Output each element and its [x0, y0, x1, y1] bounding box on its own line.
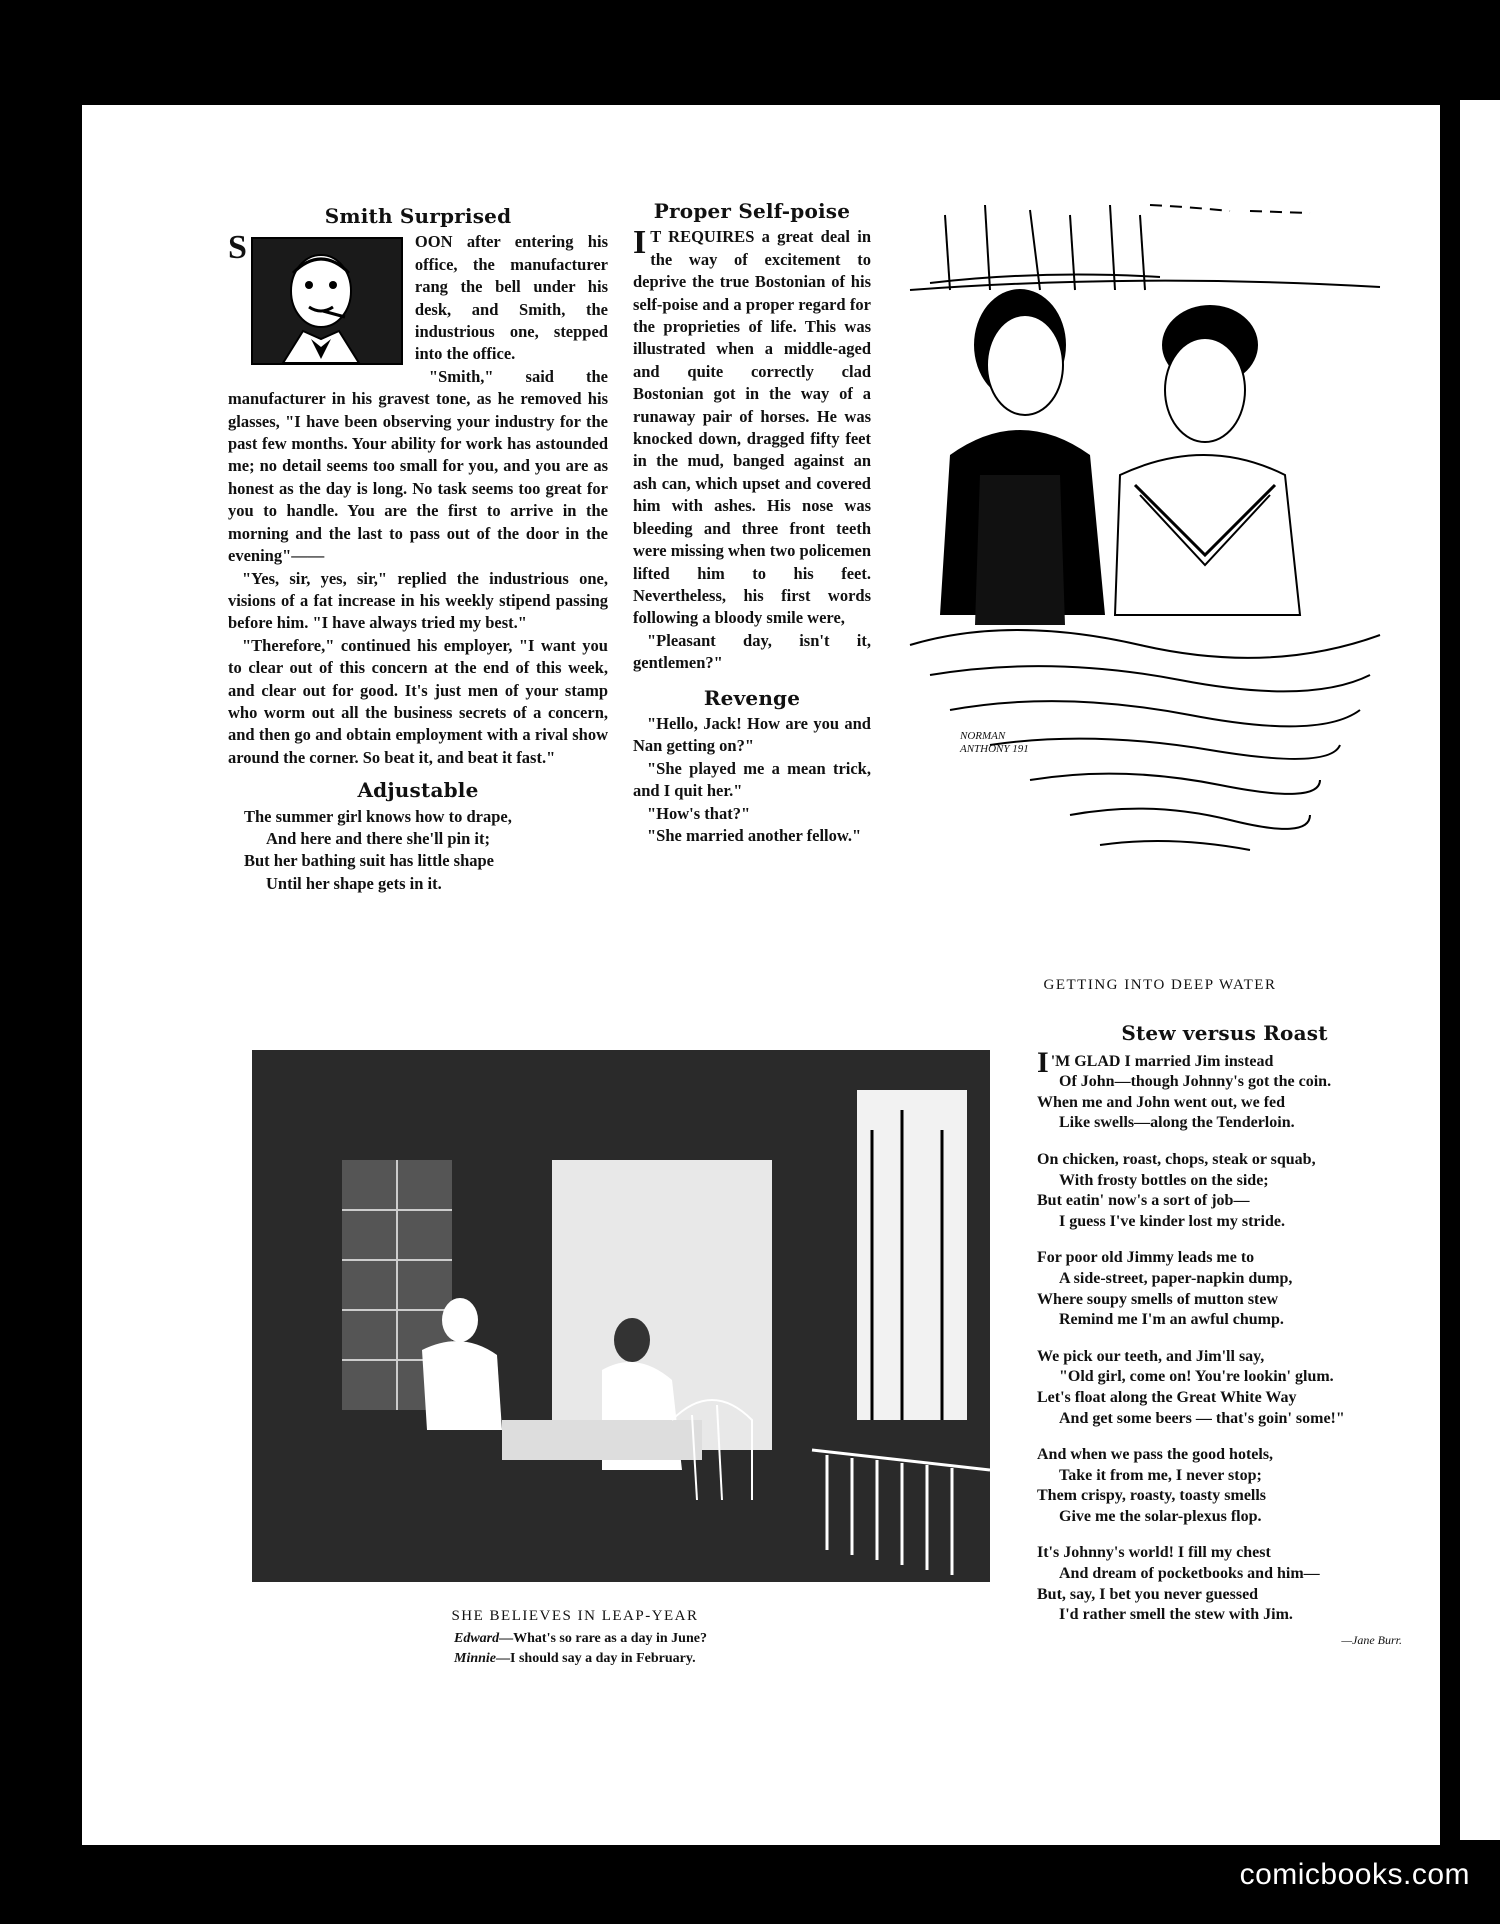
- poem-line: The summer girl knows how to drape,: [244, 806, 512, 826]
- poem-line: When me and John went out, we fed: [1037, 1093, 1286, 1111]
- article-title-adjustable: Adjustable: [357, 778, 479, 803]
- stanza-4: [1037, 1347, 1412, 1429]
- dropcap-stew: I: [1037, 1045, 1049, 1079]
- caption-leap-year: SHE BELIEVES IN LEAP-YEAR: [451, 1608, 699, 1624]
- poem-line: "Old girl, come on! You're lookin' glum.: [1059, 1368, 1334, 1386]
- illustration-deep-water: [890, 175, 1390, 865]
- poem-line: I guess I've kinder lost my stride.: [1059, 1212, 1285, 1230]
- caption-dialogue: [454, 1629, 854, 1669]
- speaker-edward: Edward: [454, 1631, 500, 1646]
- poem-line: And get some beers — that's goin' some!": [1059, 1409, 1345, 1427]
- selfpoise-paragraph-1: T REQUIRES a great deal in the way of excitement to deprive the true Bostonian of his self-poise and a proper regard for the proprieties of life. This was illustrated when a middle-aged and quite correctly clad Bostonian got in the way of a runaway pair of horses. He was knocked down, dragged fifty feet in the mud, banged against an ash can, which upset and covered him with ashes. His nose was bleeding and three front teeth were missing when two policemen lifted him to his feet. Nevertheless, his first words following a bloody smile were,: [633, 227, 872, 628]
- article-title-smith: Smith Surprised: [324, 204, 512, 228]
- article-title-stew: Stew versus Roast: [1121, 1021, 1328, 1045]
- poem-line: Give me the solar-plexus flop.: [1059, 1507, 1262, 1525]
- poem-line: And when we pass the good hotels,: [1037, 1446, 1274, 1464]
- dialogue-line-edward: [454, 1629, 854, 1649]
- article-title-selfpoise: Proper Self-poise: [653, 199, 851, 223]
- smith-paragraph-4: "Therefore," continued his employer, "I want you to clear out of this concern at the end of this week, and clear out for good. It's just men of your stamp who worm out all the business secrets of a concern, and then go and obtain employment with a rival show around the corner. So beat it, and beat it fast.": [228, 635, 608, 767]
- poem-line: On chicken, roast, chops, steak or squab,: [1037, 1150, 1316, 1168]
- stanza-6: [1037, 1543, 1412, 1625]
- revenge-line-3: "How's that?": [647, 803, 751, 823]
- poem-author: —Jane Burr.: [1341, 1632, 1402, 1647]
- stanza-3: [1037, 1248, 1412, 1330]
- stanza-5: [1037, 1445, 1412, 1527]
- manufacturer-portrait: [251, 237, 403, 365]
- dropcap-s: S: [228, 229, 247, 267]
- selfpoise-paragraph-2: "Pleasant day, isn't it, gentlemen?": [633, 630, 871, 673]
- poem-line: I'd rather smell the stew with Jim.: [1059, 1606, 1293, 1624]
- caption-deep-water: GETTING INTO DEEP WATER: [1043, 977, 1277, 993]
- poem-line: But, say, I bet you never guessed: [1037, 1585, 1259, 1603]
- poem-line: Like swells—along the Tenderloin.: [1059, 1114, 1295, 1132]
- illustration-leap-year: [252, 1050, 990, 1582]
- revenge-line-4: "She married another fellow.": [647, 825, 862, 845]
- poem-line: Of John—though Johnny's got the coin.: [1059, 1073, 1332, 1091]
- stanza-1: [1037, 1045, 1412, 1134]
- poem-line: And dream of pocketbooks and him—: [1059, 1565, 1320, 1583]
- stanza-2: [1037, 1150, 1412, 1232]
- poem-line: It's Johnny's world! I fill my chest: [1037, 1544, 1271, 1562]
- poem-line: [1037, 1045, 1412, 1079]
- poem-line: Let's float along the Great White Way: [1037, 1388, 1297, 1406]
- article-body-smith: [228, 231, 608, 769]
- smith-paragraph-1: OON after entering his office, the manufacturer rang the bell under his desk, and Smith, the industrious one, stepped into the office.: [414, 232, 608, 364]
- poem-line: Until her shape gets in it.: [266, 873, 442, 893]
- revenge-line-2: "She played me a mean trick, and I quit her.": [633, 758, 871, 801]
- poem-adjustable: [228, 806, 608, 896]
- poem-line: A side-street, paper-napkin dump,: [1059, 1269, 1293, 1287]
- revenge-line-1: "Hello, Jack! How are you and Nan getting on?": [633, 713, 871, 756]
- poem-line: And here and there she'll pin it;: [266, 828, 490, 848]
- column-selfpoise: [633, 200, 871, 847]
- column-smith: [228, 205, 608, 895]
- dialogue-line-minnie: [454, 1649, 854, 1669]
- poem-line: Them crispy, roasty, toasty smells: [1037, 1487, 1267, 1505]
- column-stew: [1037, 1023, 1412, 1650]
- magazine-page: [82, 105, 1440, 1845]
- poem-line-text: 'M GLAD I married Jim instead: [1050, 1052, 1274, 1070]
- dropcap-i: I: [633, 224, 647, 262]
- poem-line: But her bathing suit has little shape: [244, 851, 494, 871]
- site-watermark: comicbooks.com: [1239, 1858, 1470, 1891]
- dialogue-text-edward: —What's so rare as a day in June?: [499, 1631, 707, 1646]
- dialogue-text-minnie: —I should say a day in February.: [496, 1651, 696, 1666]
- poem-line: For poor old Jimmy leads me to: [1037, 1249, 1255, 1267]
- poem-line: But eatin' now's a sort of job—: [1037, 1192, 1250, 1210]
- article-title-revenge: Revenge: [703, 685, 801, 710]
- smith-paragraph-2: "Smith," said the manufacturer in his gravest tone, as he removed his glasses, "I have been observing your industry for the past few months. Your ability for work has astounded me; no detail seems too small for you, and you are as honest as the day is long. No task seems too great for you to handle. You are the first to arrive in the morning and the last to pass out of the door in the evening"——: [228, 366, 608, 566]
- poem-line: Where soupy smells of mutton stew: [1037, 1290, 1279, 1308]
- poem-line: Take it from me, I never stop;: [1059, 1466, 1262, 1484]
- poem-line: We pick our teeth, and Jim'll say,: [1037, 1347, 1265, 1365]
- adjacent-page-edge: [1460, 100, 1500, 1840]
- poem-line: Remind me I'm an awful chump.: [1059, 1311, 1284, 1329]
- poem-line: With frosty bottles on the side;: [1059, 1171, 1269, 1189]
- smith-paragraph-3: "Yes, sir, yes, sir," replied the industrious one, visions of a fat increase in his weekly stipend passing before him. "I have always tried my best.": [228, 568, 608, 633]
- speaker-minnie: Minnie: [454, 1651, 497, 1666]
- artist-signature: NORMAN ANTHONY 191: [960, 730, 1029, 755]
